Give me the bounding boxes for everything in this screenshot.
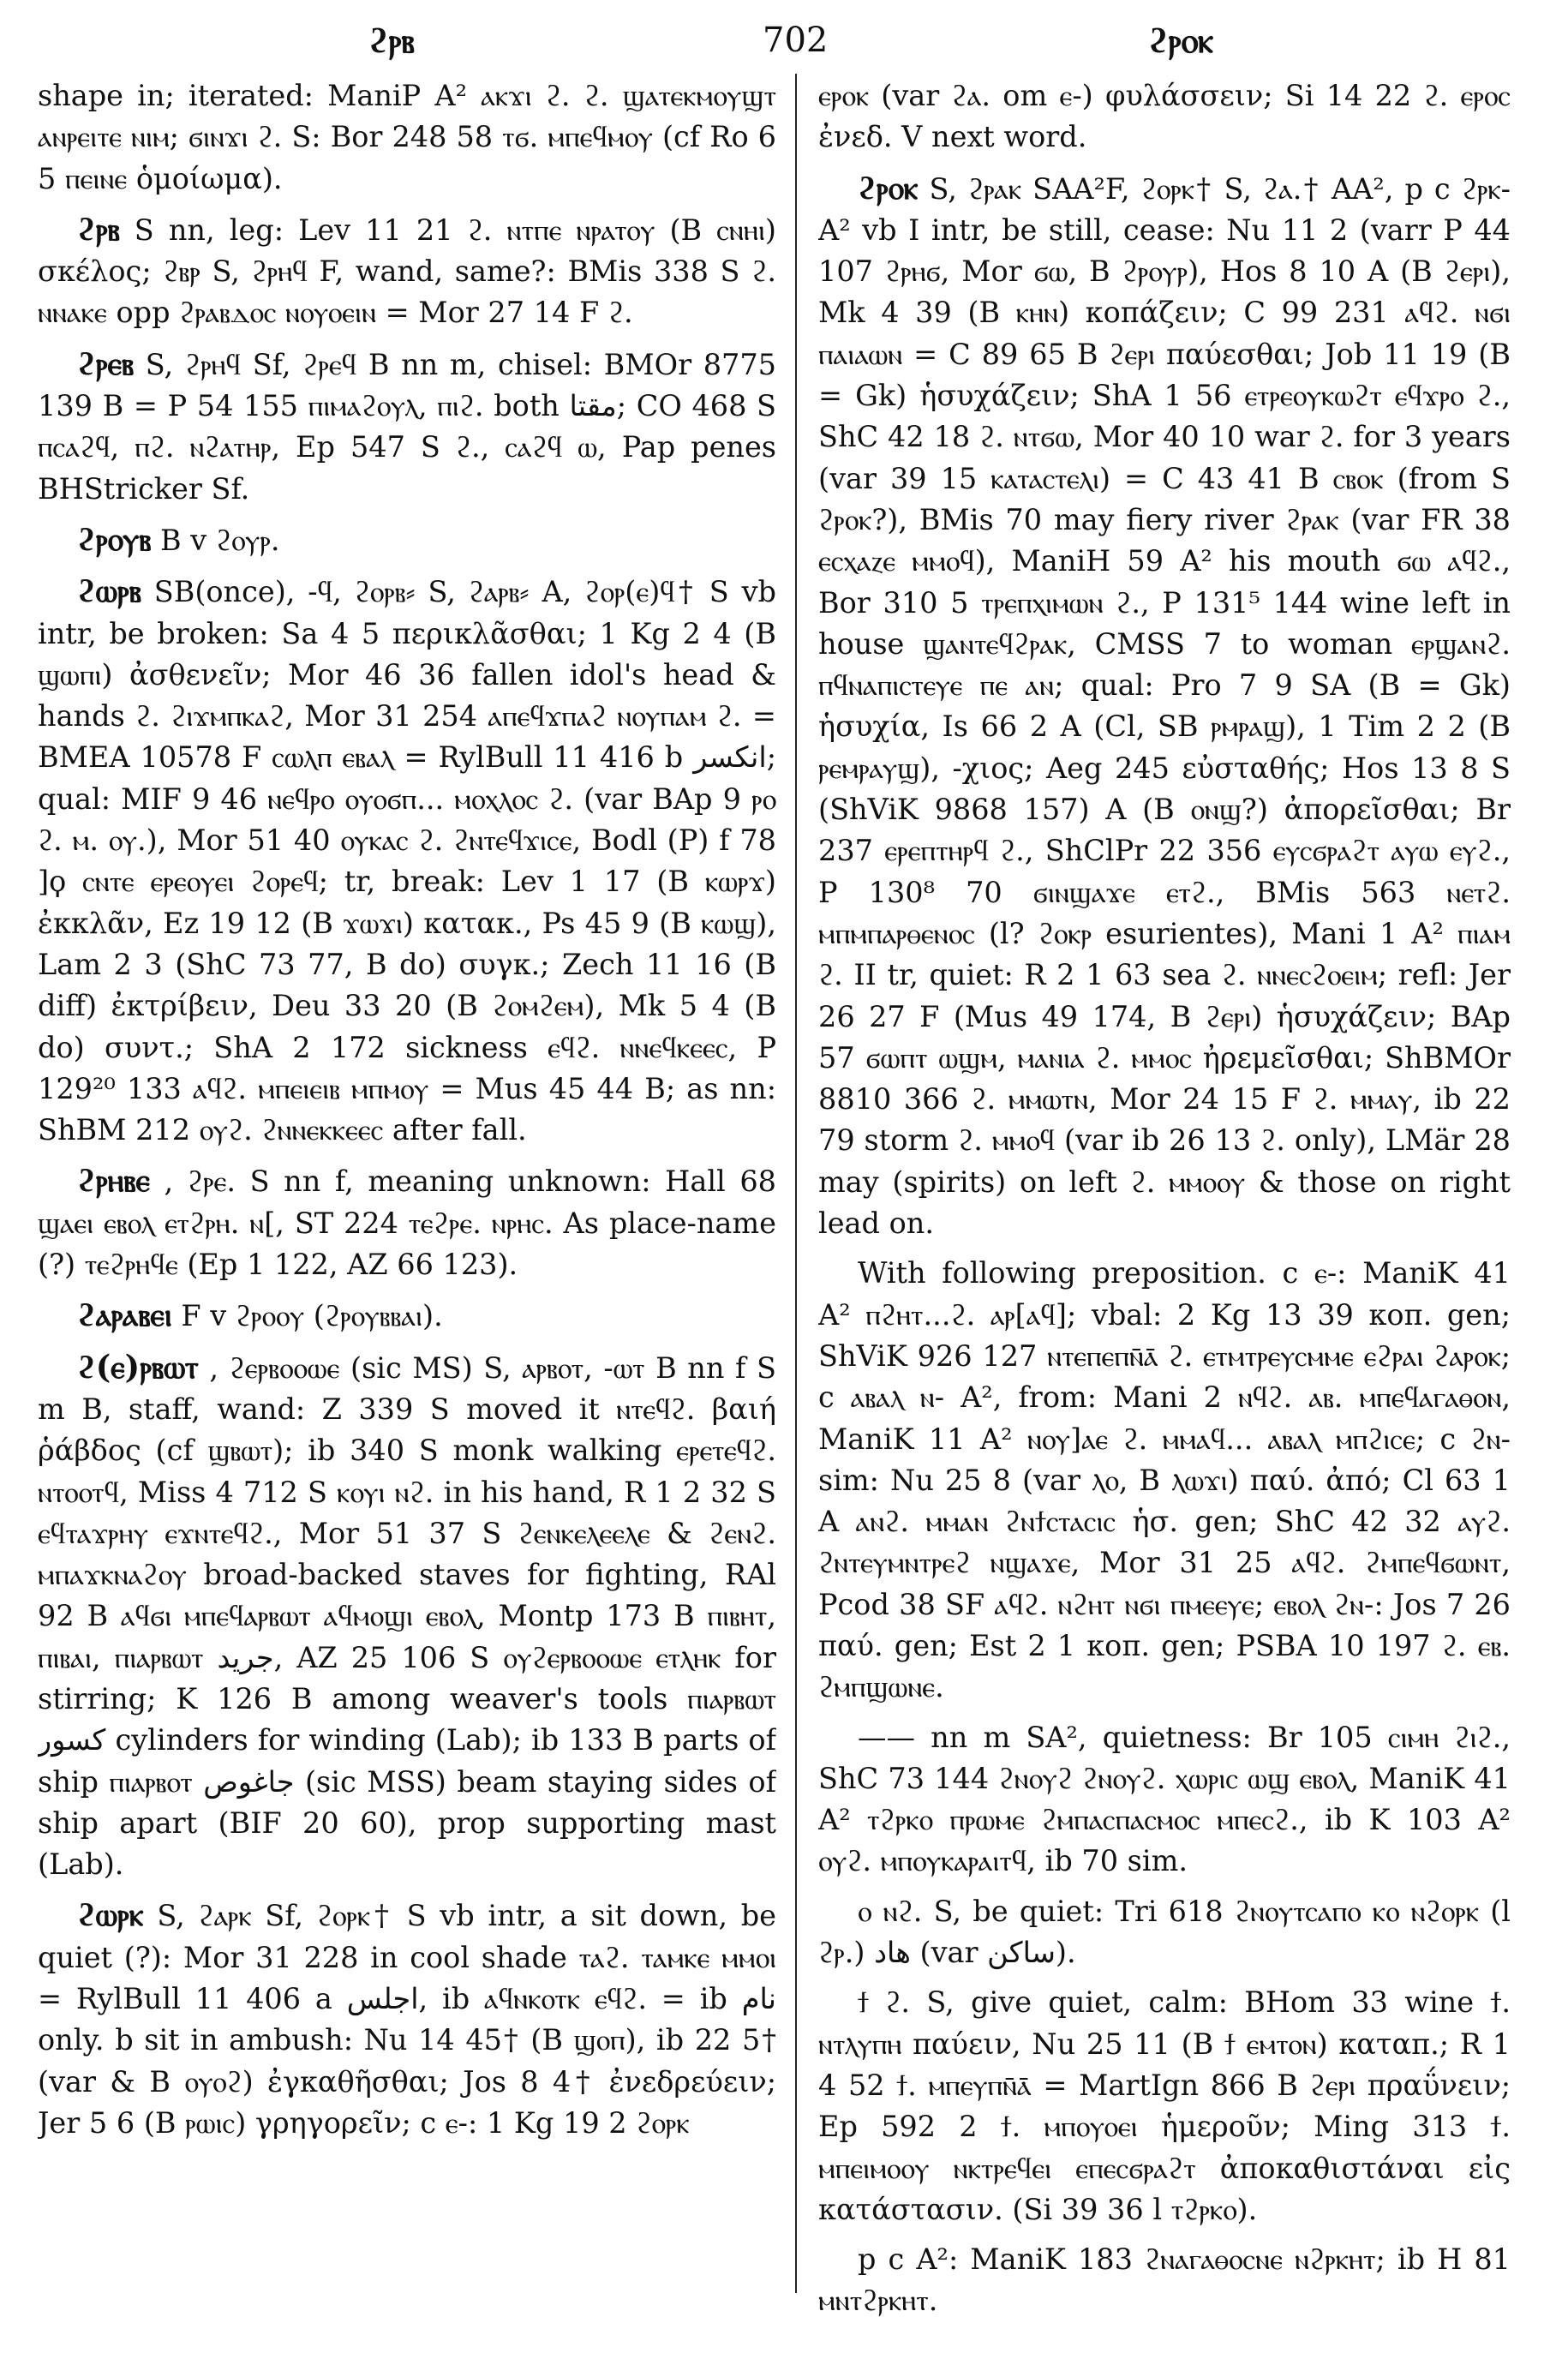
entry-headword: ϩ(ⲉ)ⲣⲃⲱⲧ xyxy=(77,1347,199,1386)
entry-text: ⲉⲣⲟⲕ (var ϩⲁ. om ⲉ-) φυλάσσειν; Si 14 22 ϩ. ⲉⲣⲟⲥ ἐνεδ. V next word. xyxy=(818,79,1511,154)
header-right-headword: ϩⲣⲟⲕ xyxy=(1148,21,1214,61)
entry-text: p c A²: ManiK 183 ϩⲛⲁⲅⲁⲑⲟⲥⲛⲉ ⲛϩⲣⲕⲏⲧ; ib H 81 ⲙⲛⲧϩⲣⲕⲏⲧ. xyxy=(818,2242,1511,2318)
dictionary-entry xyxy=(38,1894,776,2144)
entry-text: ⲟ ⲛϩ. S, be quiet: Tri 618 ϩⲛⲟⲩⲧⲥⲁⲡⲟ ⲕⲟ ⲛϩⲟⲣⲕ (l ϩⲣ.) ﻫﺎﺩ (var ﺳﺎﻛﻦ). xyxy=(818,1894,1511,1970)
dictionary-entry xyxy=(818,1891,1511,1974)
dictionary-entry xyxy=(38,208,776,334)
dictionary-entry xyxy=(818,1253,1511,1708)
dictionary-entry xyxy=(818,1982,1511,2230)
dictionary-entry xyxy=(38,518,776,561)
entry-text: , ϩⲉⲣⲃⲟⲟⲱⲉ (sic MS) S, ⲁⲣⲃⲟⲧ, -ⲱⲧ B nn f S m B, staff, wand: Z 339 S moved it ⲛⲧⲉϥϩ. βαιή ῥάβδος (cf ϣⲃⲱⲧ); ib 340 S monk walking ⲉⲣⲉⲧⲉϥϩ. ⲛⲧⲟⲟⲧϥ, Miss 4 712 S ⲕⲟⲩⲓ ⲛϩ. in his hand, R 1 2 32 S ⲉϥⲧⲁϫⲣⲏⲩ ⲉϫⲛⲧⲉϥϩ., Mor 51 37 S ϩⲉⲛⲕⲉⲗⲉⲉⲗⲉ & ϩⲉⲛϩ. ⲙⲡⲁϫⲕⲛⲁϩⲟⲩ broad-backed staves for fighting, RAl 92 B ⲁϥϭⲓ ⲙⲡⲉϥⲁⲣⲃⲱⲧ ⲁϥⲙⲟϣⲓ ⲉⲃⲟⲗ, Montp 173 B ⲡⲓⲃⲏⲧ, ⲡⲓⲃⲁⲓ, ⲡⲓⲁⲣⲃⲱⲧ ﺟﺮﻳﺪ, AZ 25 106 S ⲟⲩϩⲉⲣⲃⲟⲟⲱⲉ ⲉⲧⲗⲏⲕ for stirring; K 126 B among weaver's tools ⲡⲓⲁⲣⲃⲱⲧ ﻛﺴﻮﺭ cylinders for winding (Lab); ib 133 B parts of ship ⲡⲓⲁⲣⲃⲟⲧ ﺟﺎﻏﻮﺹ (sic MSS) beam staying sides of ship apart (BIF 20 60), prop supporting mast (Lab). xyxy=(38,1350,776,1882)
entry-headword: ϩⲱⲣⲃ xyxy=(77,572,141,610)
header-left-headword: ϩⲣⲃ xyxy=(368,21,415,61)
entry-text: , ϩⲣⲉ. S nn f, meaning unknown: Hall 68 ϣⲁⲉⲓ ⲉⲃⲟⲗ ⲉⲧϩⲣⲏ. ⲛ[, ST 224 ⲧⲉϩⲣⲉ. ⲛⲣⲏⲥ. As place-name (?) ⲧⲉϩⲣⲏϥⲉ (Ep 1 122, AZ 66 123). xyxy=(38,1165,776,1282)
dictionary-entry xyxy=(818,75,1511,159)
entry-text: —— nn m SA², quietness: Br 105 ⲥⲓⲙⲏ ϩⲓϩ., ShC 73 144 ϩⲛⲟⲩϩ ϩⲛⲟⲩϩ. ⲭⲱⲣⲓⲥ ⲱϣ ⲉⲃⲟⲗ, ManiK 41 A² ⲧϩⲣⲕⲟ ⲡⲣⲱⲙⲉ ϩⲙⲡⲁⲥⲡⲁⲥⲙⲟⲥ ⲙⲡⲉⲥϩ., ib K 103 A² ⲟⲩϩ. ⲙⲡⲟⲩⲕⲁⲣⲁⲓⲧϥ, ib 70 sim. xyxy=(818,1720,1511,1878)
dictionary-entry xyxy=(38,1159,776,1285)
entry-text: B v ϩⲟⲩⲣ. xyxy=(160,523,280,557)
entry-text: F v ϩⲣⲟⲟⲩ (ϩⲣⲟⲩⲃⲃⲁⲓ). xyxy=(181,1299,443,1333)
right-column xyxy=(818,75,1511,2338)
page-number: 702 xyxy=(763,21,829,60)
entry-text: S, ϩⲣⲁⲕ SAA²F, ϩⲟⲣⲕ† S, ϩⲁ.† AA², p c ϩⲣⲕ- A² vb I intr, be still, cease: Nu 11 2 (varr P 44 107 ϩⲣⲏϭ, Mor ϭⲱ, B ϩⲣⲟⲩⲣ), Hos 8 10 A (B ϩⲉⲣⲓ), Mk 4 39 (B ⲕⲏⲛ) κοπάζειν; C 99 231 ⲁϥϩ. ⲛϭⲓ ⲡⲁⲓⲁⲱⲛ = C 89 65 B ϩⲉⲣⲓ παύεσθαι; Job 11 19 (B = Gk) ἡσυχάζειν; ShA 1 56 ⲉⲧⲣⲉⲟⲩⲕⲱϩⲧ ⲉϥϫⲣⲟ ϩ., ShC 42 18 ϩ. ⲛⲧϭⲱ, Mor 40 10 war ϩ. for 3 years (var 39 15 ⲕⲁⲧⲁⲥⲧⲉⲗⲓ) = C 43 41 B ⲥⲃⲟⲕ (from S ϩⲣⲟⲕ?), BMis 70 may fiery river ϩⲣⲁⲕ (var FR 38 ⲉⲥⲭⲁⲍⲉ ⲙⲙⲟϥ), ManiH 59 A² his mouth ϭⲱ ⲁϥϩ., Bor 310 5 ⲧⲣⲉⲡⲭⲓⲙⲱⲛ ϩ., P 131⁵ 144 wine left in house ϣⲁⲛⲧⲉϥϩⲣⲁⲕ, CMSS 7 to woman ⲉⲣϣⲁⲛϩ. ⲡϥⲛⲁⲡⲓⲥⲧⲉⲩⲉ ⲡⲉ ⲁⲛ; qual: Pro 7 9 SA (B = Gk) ἡσυχία, Is 66 2 A (Cl, SB ⲣⲙⲣⲁϣ), 1 Tim 2 2 (B ⲣⲉⲙⲣⲁⲩϣ), -χιος; Aeg 245 εὐσταθής; Hos 13 8 S (ShViK 9868 157) A (B ⲟⲛϣ?) ἀπορεῖσθαι; Br 237 ⲉⲣⲉⲡⲧⲏⲣϥ ϩ., ShClPr 22 356 ⲉⲩⲥϭⲣⲁϩⲧ ⲁⲩⲱ ⲉⲩϩ., P 130⁸ 70 ϭⲓⲛϣⲁϫⲉ ⲉⲧϩ., BMis 563 ⲛⲉⲧϩ. ⲙⲡⲙⲡⲁⲣⲑⲉⲛⲟⲥ (l? ϩⲟⲕⲣ esurientes), Mani 1 A² ⲡⲓⲁⲙ ϩ. II tr, quiet: R 2 1 63 sea ϩ. ⲛⲛⲉⲥϩⲟⲉⲓⲙ; refl: Jer 26 27 F (Mus 49 174, B ϩⲉⲣⲓ) ἡσυχάζειν; BAp 57 ϭⲱⲡⲧ ⲱϣⲙ, ⲙⲁⲛⲓⲁ ϩ. ⲙⲙⲟⲥ ἠρεμεῖσθαι; ShBMOr 8810 366 ϩ. ⲙⲙⲱⲧⲛ, Mor 24 15 F ϩ. ⲙⲙⲁⲩ, ib 22 79 storm ϩ. ⲙⲙⲟϥ (var ib 26 13 ϩ. only), LMär 28 may (spirits) on left ϩ. ⲙⲙⲟⲟⲩ & those on right lead on. xyxy=(818,171,1511,1241)
entry-headword: ϩⲣⲃ xyxy=(77,209,120,248)
entry-text: S, ϩⲣⲏϥ Sf, ϩⲣⲉϥ B nn m, chisel: BMOr 8775 139 B = P 54 155 ⲡⲓⲙⲁϩⲟⲩⲗ, ⲡⲓϩ. both ﻣﻘﺘﺎ; CO 468 S ⲡⲥⲁϩϥ, ⲡϩ. ⲛϩⲁⲧⲏⲣ, Ep 547 S ϩ., ⲥⲁϩϥ ⲱ, Pap penes BHStricker Sf. xyxy=(38,347,776,506)
left-column xyxy=(38,75,776,2338)
entry-headword: ϩⲱⲣⲕ xyxy=(77,1895,144,1934)
entry-text: S, ϩⲁⲣⲕ Sf, ϩⲟⲣⲕ† S vb intr, a sit down, be quiet (?): Mor 31 228 in cool shade ⲧⲁϩ. ⲧⲁⲙⲕⲉ ⲙⲙⲟⲓ = RylBull 11 406 a ﺍﺟﻠﺲ, ib ⲁϥⲛⲕⲟⲧⲕ ⲉϥϩ. = ib ﻧﺎﻡ only. b sit in ambush: Nu 14 45† (B ϣⲟⲡ), ib 22 5† (var & B ⲟⲩⲟϩ) ἐγκαθῆσθαι; Jos 8 4† ἐνεδρεύειν; Jer 5 6 (B ⲣⲱⲓⲥ) γρηγορεῖν; c ⲉ-: 1 Kg 19 2 ϩⲟⲣⲕ xyxy=(38,1899,776,2140)
column-divider xyxy=(795,74,797,2293)
dictionary-entry xyxy=(38,343,776,510)
dictionary-entry xyxy=(818,167,1511,1245)
entry-text: SB(once), -ϥ, ϩⲟⲣⲃ⸗ S, ϩⲁⲣⲃ⸗ A, ϩⲟⲣ(ⲉ)ϥ† S vb intr, be broken: Sa 4 5 περικλᾶσθαι; 1 Kg 2 4 (B ϣⲱⲡⲓ) ἀσθενεῖν; Mor 46 36 fallen idol's head & hands ϩ. ϩⲓϫⲙⲡⲕⲁϩ, Mor 31 254 ⲁⲡⲉϥϫⲡⲁϩ ⲛⲟⲩⲡⲁⲙ ϩ. = BMEA 10578 F ⲥⲱⲗⲡ ⲉⲃⲁⲗ = RylBull 11 416 b ﺍﻧﻜﺴﺮ; qual: MIF 9 46 ⲛⲉϥⲣⲟ ⲟⲩⲟϭⲡ... ⲙⲟⲭⲗⲟⲥ ϩ. (var BAp 9 ⲣⲟ ϩ. ⲙ. ⲟⲩ.), Mor 51 40 ⲟⲩⲕⲁⲥ ϩ. ϩⲛⲧⲉϥϫⲓⲥⲉ, Bodl (P) f 78 ]ϙ ⲥⲛⲧⲉ ⲉⲣⲉⲟⲩⲉⲓ ϩⲟⲣⲉϥ; tr, break: Lev 1 17 (B ⲕⲱⲣϫ) ἐκκλᾶν, Ez 19 12 (B ϫⲱϫⲓ) κατακ., Ps 45 9 (B ⲕⲱϣ), Lam 2 3 (ShC 73 77, B do) συγκ.; Zech 11 16 (B diff) ἐκτρίβειν, Deu 33 20 (B ϩⲟⲙϩⲉⲙ), Mk 5 4 (B do) συντ.; ShA 2 172 sickness ⲉϥϩ. ⲛⲛⲉϥⲕⲉⲉⲥ, P 129²⁰ 133 ⲁϥϩ. ⲙⲡⲉⲓⲉⲓⲃ ⲙⲡⲙⲟⲩ = Mus 45 44 B; as nn: ShBM 212 ⲟⲩϩ. ϩⲛⲛⲉⲕⲕⲉⲉⲥ after fall. xyxy=(38,575,776,1147)
dictionary-entry xyxy=(38,1346,776,1886)
entry-headword: ϩⲣⲟⲩⲃ xyxy=(77,519,152,558)
dictionary-entry xyxy=(38,75,776,200)
running-header xyxy=(0,12,1568,72)
dictionary-entry xyxy=(38,1294,776,1337)
dictionary-entry xyxy=(818,2239,1511,2322)
entry-headword: ϩⲣⲉⲃ xyxy=(77,344,135,382)
entry-headword: ϩⲣⲟⲕ xyxy=(858,168,919,207)
dictionary-entry xyxy=(818,1717,1511,1883)
entry-text: With following preposition. c ⲉ-: ManiK 41 A² ⲡϩⲏⲧ...ϩ. ⲁⲣ[ⲁϥ]; vbal: 2 Kg 13 39 κοπ. gen; ShViK 926 127 ⲛⲧⲉⲡⲉⲡⲛ̄ⲁ̄ ϩ. ⲉⲧⲙⲧⲣⲉⲩⲥⲙⲙⲉ ⲉϩⲣⲁⲓ ϩⲁⲣⲟⲕ; c ⲁⲃⲁⲗ ⲛ- A², from: Mani 2 ⲛϥϩ. ⲁⲃ. ⲙⲡⲉϥⲁⲅⲁⲑⲟⲛ, ManiK 11 A² ⲛⲟⲩ]ⲁⲉ ϩ. ⲙⲙⲁϥ... ⲁⲃⲁⲗ ⲙⲡϩⲓⲥⲉ; c ϩⲛ- sim: Nu 25 8 (var ⲗⲟ, B ⲗⲱϫⲓ) παύ. ἀπό; Cl 63 1 A ⲁⲛϩ. ⲙⲙⲁⲛ ϩⲛϯⲥⲧⲁⲥⲓⲥ ἡσ. gen; ShC 42 32 ⲁⲩϩ. ϩⲛⲧⲉⲩⲙⲛⲧⲣⲉϩ ⲛϣⲁϫⲉ, Mor 31 25 ⲁϥϩ. ϩⲙⲡⲉϥϭⲱⲛⲧ, Pcod 38 SF ⲁϥϩ. ⲛϩⲏⲧ ⲛϭⲓ ⲡⲙⲉⲉⲩⲉ; ⲉⲃⲟⲗ ϩⲛ-: Jos 7 26 παύ. gen; Est 2 1 κοπ. gen; PSBA 10 197 ϩ. ⲉⲃ. ϩⲙⲡϣⲱⲛⲉ. xyxy=(818,1256,1511,1704)
entry-text: shape in; iterated: ManiP A² ⲁⲕϫⲓ ϩ. ϩ. ϣⲁⲧⲉⲕⲙⲟⲩϣⲧ ⲁⲛⲣⲉⲓⲧⲉ ⲛⲓⲙ; ϭⲓⲛϫⲓ ϩ. S: Bor 248 58 ⲧϭ. ⲙⲡⲉϥⲙⲟⲩ (cf Ro 6 5 ⲡⲉⲓⲛⲉ ὁμοίωμα). xyxy=(38,79,776,195)
dictionary-entry xyxy=(38,570,776,1151)
entry-headword: ϩⲣⲏⲃⲉ xyxy=(77,1161,150,1200)
entry-text: S nn, leg: Lev 11 21 ϩ. ⲛⲧⲡⲉ ⲛⲣⲁⲧⲟⲩ (B ⲥⲛⲏⲓ) σκέλος; ϩⲃⲣ S, ϩⲣⲏϥ F, wand, same?: BMis 338 S ϩ. ⲛⲛⲁⲕⲉ opp ϩⲣⲁⲃⲇⲟⲥ ⲛⲟⲩⲟⲉⲓⲛ = Mor 27 14 F ϩ. xyxy=(38,213,776,330)
entry-headword: ϩⲁⲣⲁⲃⲉⲓ xyxy=(77,1296,172,1334)
entry-text: ϯ ϩ. S, give quiet, calm: BHom 33 wine ϯ. ⲛⲧⲗⲩⲡⲏ παύειν, Nu 25 11 (B ϯ ⲉⲙⲧⲟⲛ) καταπ.; R 1 4 52 ϯ. ⲙⲡⲉⲩⲡⲛ̄ⲁ̄ = MartIgn 866 B ϩⲉⲣⲓ πραΰνειν; Ep 592 2 ϯ. ⲙⲡⲟⲩⲟⲉⲓ ἡμεροῦν; Ming 313 ϯ. ⲙⲡⲉⲓⲙⲟⲟⲩ ⲛⲕⲧⲣⲉϥⲉⲓ ⲉⲡⲉⲥϭⲣⲁϩⲧ ἀποκαθιστάναι εἰς κατάστασιν. (Si 39 36 l ⲧϩⲣⲕⲟ). xyxy=(818,1985,1511,2226)
